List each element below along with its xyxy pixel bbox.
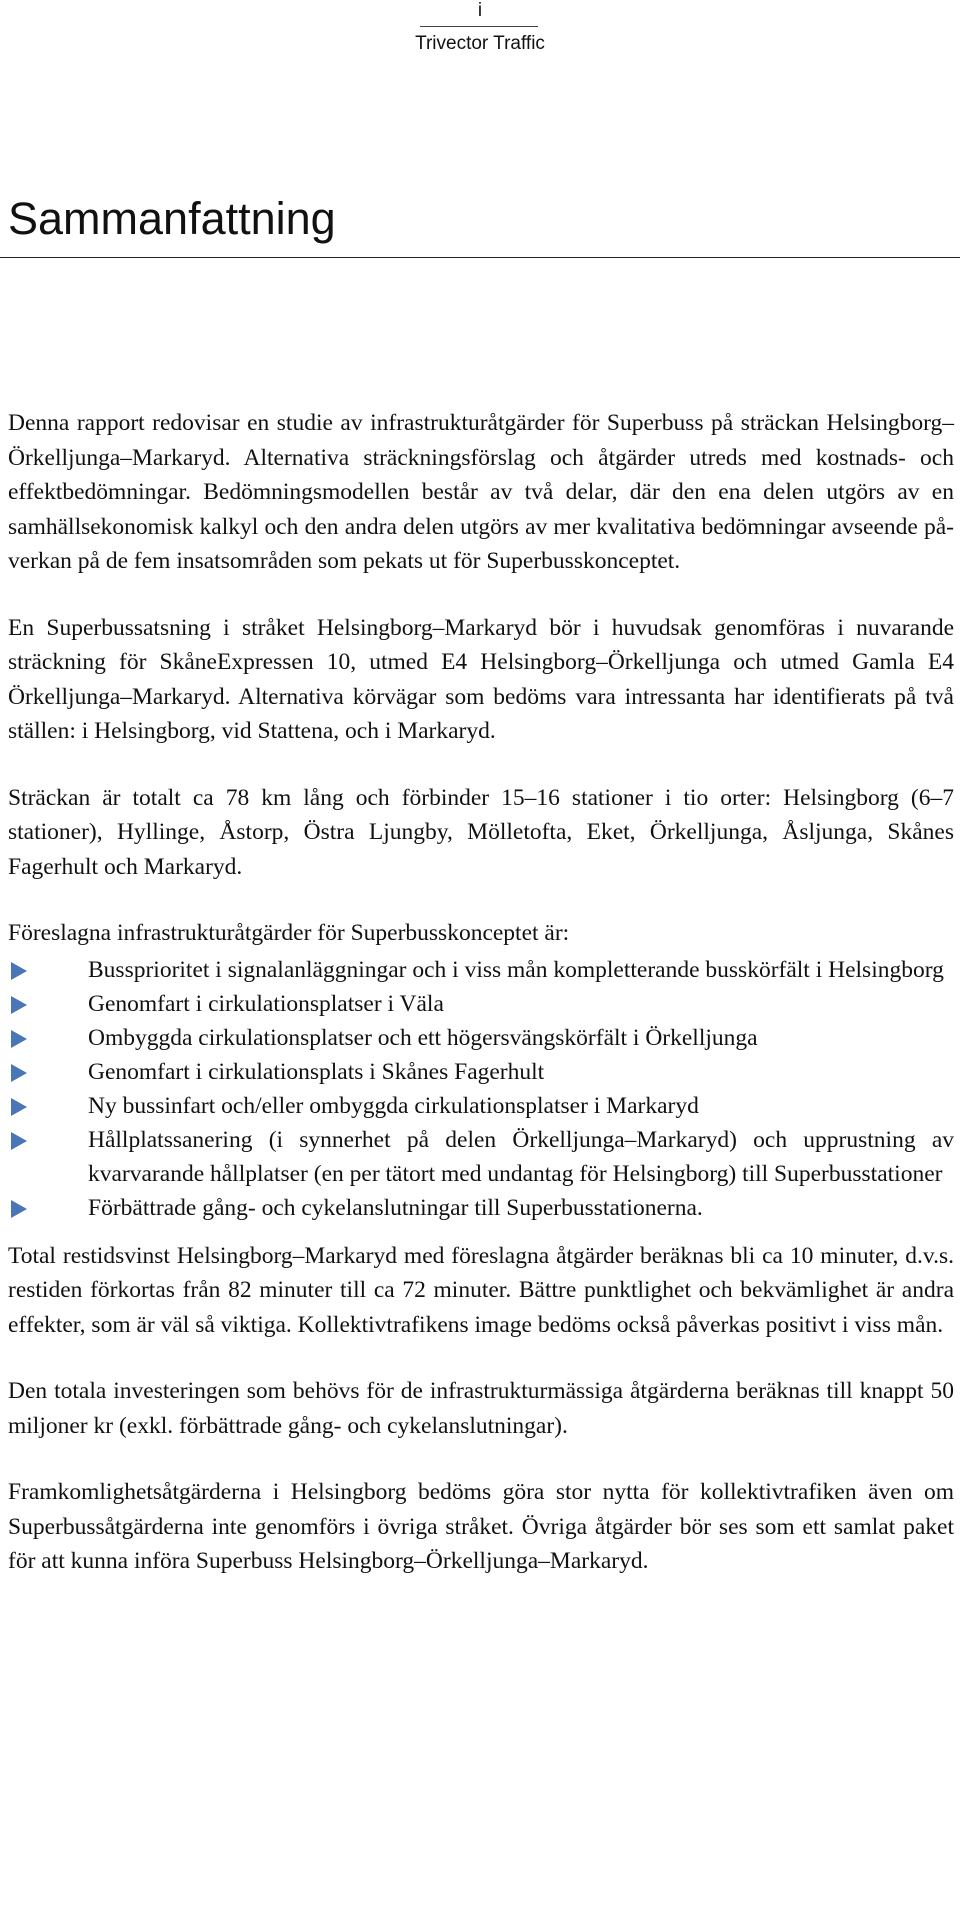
list-item xyxy=(8,1055,954,1089)
summary-body xyxy=(8,406,954,1611)
arrow-right-icon xyxy=(11,996,27,1014)
list-item xyxy=(8,953,954,987)
paragraph-stations: Sträckan är totalt ca 78 km lång och förbinder 15–16 stationer i tio orter: Helsingborg (6–7 stationer), Hyllinge, Åstorp, Östra Ljungby, Mölletofta, Eket, Örkelljunga, Åsljunga, Skånes Fagerhult och Markaryd. xyxy=(8,784,954,880)
paragraph-investment: Den totala investeringen som behövs för de infrastrukturmässiga åtgärderna beräknas till knappt 50 miljoner kr (exkl. förbättrade gång- och cykelanslutningar). xyxy=(8,1378,954,1439)
page-title: Sammanfattning xyxy=(8,193,336,244)
list-item xyxy=(8,1021,954,1055)
list-item-text: Bussprioritet i signalanläggningar och i viss mån kompletterande busskörfält i Helsingborg xyxy=(88,956,944,983)
title-divider xyxy=(0,257,960,258)
list-item-text: Hållplatssanering (i synnerhet på delen Örkelljunga–Markaryd) och upprustning av kvarvarande hållplatser (en per tätort med undantag för Helsingborg) till Superbusstationer xyxy=(88,1126,954,1187)
list-item xyxy=(8,987,954,1021)
list-item-text: Förbättrade gång- och cykelanslutningar till Superbusstationerna. xyxy=(88,1194,703,1221)
arrow-right-icon xyxy=(11,1200,27,1218)
list-item-text: Ny bussinfart och/eller ombyggda cirkulationsplatser i Markaryd xyxy=(88,1092,699,1119)
arrow-right-icon xyxy=(11,1030,27,1048)
company-name: Trivector Traffic xyxy=(415,33,545,54)
paragraph-conclusion: Framkomlighetsåtgärderna i Helsingborg bedöms göra stor nytta för kollektivtrafiken även om Superbussåtgärderna inte genomförs i övriga stråket. Övriga åtgärder bör ses som ett samlat paket för att kunna införa Superbuss Helsingborg–Örkelljunga–Markaryd. xyxy=(8,1479,954,1574)
arrow-right-icon xyxy=(11,1132,27,1150)
list-item-text: Genomfart i cirkulationsplatser i Väla xyxy=(88,990,444,1017)
paragraph-travel-time: Total restidsvinst Helsingborg–Markaryd med föreslagna åtgärder beräknas bli ca 10 minuter, d.v.s. restiden förkortas från 82 minuter till ca 72 minuter. Bättre punktlighet och bekvämlighet är andra effekter, som är väl så viktiga. Kollektivtrafikens image bedöms också påverkas positivt i viss mån. xyxy=(8,1242,954,1338)
list-item xyxy=(8,1123,954,1191)
list-item xyxy=(8,1089,954,1123)
arrow-right-icon xyxy=(11,962,27,980)
paragraph-measures-intro: Föreslagna infrastrukturåtgärder för Superbusskonceptet är: xyxy=(8,920,570,946)
paragraph-intro: Denna rapport redovisar en studie av infrastrukturåtgärder för Superbuss på sträckan Helsingborg–Örkelljunga–Markaryd. Alternativa sträckningsförslag och åtgärder utreds med kostnads- och effektbedömningar. Bedömningsmodellen består av två delar, där den ena delen utgörs av en samhällsekonomisk kalkyl och den andra delen utgörs av mer kvalitativa bedömningar avseende påverkan på de fem insatsområden som pekats ut för Superbusskonceptet. xyxy=(8,410,954,574)
list-item xyxy=(8,1191,954,1225)
arrow-right-icon xyxy=(11,1064,27,1082)
list-item-text: Ombyggda cirkulationsplatser och ett högersvängskörfält i Örkelljunga xyxy=(88,1024,758,1051)
measures-list xyxy=(8,953,954,1225)
paragraph-route: En Superbussatsning i stråket Helsingborg–Markaryd bör i huvudsak genomföras i nuvarande sträckning för SkåneExpressen 10, utmed E4 Helsingborg–Örkelljunga och utmed Gamla E4 Örkelljunga–Markaryd. Alternativa körvägar som bedöms vara intressanta har identifierats på två ställen: i Helsingborg, vid Stattena, och i Markaryd. xyxy=(8,614,954,744)
list-item-text: Genomfart i cirkulationsplats i Skånes Fagerhult xyxy=(88,1058,545,1085)
header-divider xyxy=(420,26,538,27)
arrow-right-icon xyxy=(11,1098,27,1116)
page-number: i xyxy=(477,0,483,21)
